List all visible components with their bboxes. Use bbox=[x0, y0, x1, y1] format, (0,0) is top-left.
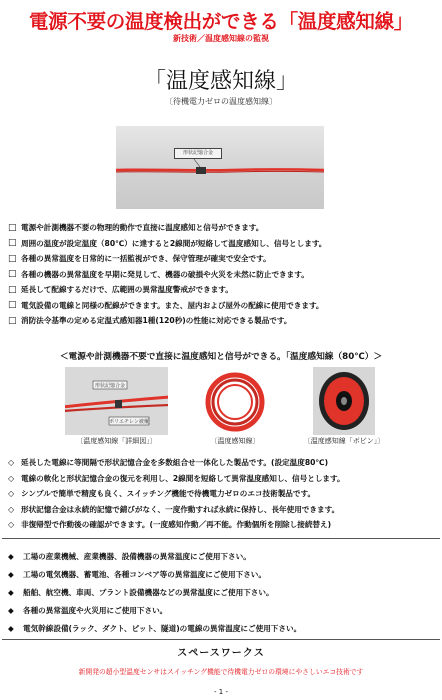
use-item bbox=[8, 601, 438, 619]
feature-item bbox=[8, 282, 438, 298]
spec-item bbox=[8, 486, 438, 502]
page-subtitle: 新技術／温度感知線の監視 bbox=[173, 34, 269, 43]
company-name: スペースワークス bbox=[177, 648, 265, 659]
feature-item bbox=[8, 236, 438, 252]
bobbin-photo-drawing bbox=[313, 367, 375, 435]
coil-photo-caption: 〔温度感知線〕 bbox=[210, 437, 260, 445]
feature-text: 消防法令基準の定める定温式感知器1種(120秒)の性能に対応できる製品です。 bbox=[21, 316, 292, 326]
spec-list bbox=[8, 455, 438, 533]
feature-text: 各種の機器の異常温度を早期に発見して、機器の破損や火災を未然に防止できます。 bbox=[21, 269, 309, 279]
use-item bbox=[8, 547, 438, 565]
use-text: 電気幹線設備(ラック、ダクト、ピット、隧道)の電線の異常温度にご使用下さい。 bbox=[23, 623, 302, 633]
coating-label: ポリエチレン被覆 bbox=[109, 419, 149, 425]
section-caption: ＜電源や計測機器不要で直接に温度感知と信号ができる。「温度感知線（80℃）＞ bbox=[59, 352, 383, 362]
feature-text: 延長して配線するだけで、広範囲の異常温度警戒ができます。 bbox=[21, 285, 233, 295]
feature-item bbox=[8, 313, 438, 329]
diamond-icon: ◇ bbox=[8, 458, 15, 468]
use-item bbox=[8, 565, 438, 583]
feature-item bbox=[8, 267, 438, 283]
bobbin-photo bbox=[313, 367, 375, 435]
feature-list bbox=[8, 220, 438, 329]
checkbox-icon: □ bbox=[8, 253, 17, 264]
alloy-tag: 形状記憶合金 bbox=[174, 148, 222, 159]
feature-item bbox=[8, 298, 438, 314]
product-subtitle: 〔待機電力ゼロの温度感知線〕 bbox=[165, 97, 277, 106]
feature-text: 各種の異常温度を日常的に一括監視ができ、保守管理が確実で安全です。 bbox=[21, 254, 271, 264]
filled-diamond-icon: ◆ bbox=[8, 551, 14, 561]
checkbox-icon: □ bbox=[8, 284, 17, 295]
filled-diamond-icon: ◆ bbox=[8, 569, 14, 579]
use-text: 船舶、航空機、車両、プラント設備機器などの異常温度にご使用下さい。 bbox=[23, 587, 274, 597]
spec-text: シンプルで簡単で精度も良く、スイッチング機能で待機電力ゼロのエコ技術製品です。 bbox=[21, 489, 316, 499]
spec-item bbox=[8, 502, 438, 518]
spec-text: 電線の軟化と形状記憶合金の復元を利用し、2線間を短絡して異常温度感知し、信号とします。 bbox=[21, 473, 345, 483]
filled-diamond-icon: ◆ bbox=[8, 587, 14, 597]
alloy-label: 形状記憶合金 bbox=[94, 383, 126, 389]
product-name: 「温度感知線」 bbox=[143, 69, 298, 94]
use-text: 各種の異常温度や火災用にご使用下さい。 bbox=[23, 605, 168, 615]
checkbox-icon: □ bbox=[8, 300, 17, 311]
use-list bbox=[8, 547, 438, 637]
feature-text: 電源や計測機器不要の物理的動作で直接に温度感知と信号ができます。 bbox=[21, 223, 264, 233]
divider-bottom bbox=[2, 639, 440, 640]
spec-item bbox=[8, 517, 438, 533]
page-title: 電源不要の温度検出ができる「温度感知線」 bbox=[28, 10, 413, 33]
diamond-icon: ◇ bbox=[8, 489, 15, 499]
filled-diamond-icon: ◆ bbox=[8, 623, 14, 633]
detail-photo-drawing bbox=[65, 367, 168, 435]
feature-item bbox=[8, 251, 438, 267]
checkbox-icon: □ bbox=[8, 222, 17, 233]
page-number: - 1 - bbox=[214, 688, 228, 696]
detail-photo bbox=[65, 367, 168, 435]
diamond-icon: ◇ bbox=[8, 473, 15, 483]
spec-text: 延長した電線に等間隔で形状記憶合金を多数組合せ一体化した製品です。(設定温度80℃) bbox=[21, 458, 329, 468]
coil-photo-drawing bbox=[204, 367, 266, 435]
wire-photo bbox=[116, 126, 324, 209]
feature-text: 電気設備の電線と同様の配線ができます。また、屋内および屋外の配線に使用できます。 bbox=[21, 300, 324, 310]
detail-photo-caption: 〔温度感知線「詳細図」〕 bbox=[76, 437, 157, 445]
tagline: 新開発の超小型温度センサはスイッチング機能で待機電力ゼロの環境にやさしいエコ技術です bbox=[78, 668, 364, 676]
spec-item bbox=[8, 455, 438, 471]
filled-diamond-icon: ◆ bbox=[8, 605, 14, 615]
divider-top bbox=[2, 538, 440, 539]
feature-text: 周囲の温度が設定温度（80℃）に達すると2線間が短絡して温度感知し、信号とします。 bbox=[21, 238, 327, 248]
diamond-icon: ◇ bbox=[8, 520, 15, 530]
use-text: 工場の産業機械、産業機器、設備機器の異常温度にご使用下さい。 bbox=[23, 551, 251, 561]
checkbox-icon: □ bbox=[8, 238, 17, 249]
checkbox-icon: □ bbox=[8, 315, 17, 326]
spec-item bbox=[8, 471, 438, 487]
feature-item bbox=[8, 220, 438, 236]
use-item bbox=[8, 583, 438, 601]
diamond-icon: ◇ bbox=[8, 504, 15, 514]
use-text: 工場の電気機器、蓄電池、各種コンベア等の異常温度にご使用下さい。 bbox=[23, 569, 266, 579]
spec-text: 非復帰型で作動後の確認ができます。(一度感知作動／再不能。作動個所を削除し接続替え) bbox=[21, 520, 332, 530]
spec-text: 形状記憶合金は永続的記憶で錆びがなく、一度作動すれば永続に保持し、長年使用できます。 bbox=[21, 504, 340, 514]
coil-photo bbox=[204, 367, 266, 435]
use-item bbox=[8, 619, 438, 637]
wire-photo-drawing bbox=[116, 126, 324, 209]
bobbin-photo-caption: 〔温度感知線「ボビン」〕 bbox=[303, 437, 385, 445]
checkbox-icon: □ bbox=[8, 269, 17, 280]
